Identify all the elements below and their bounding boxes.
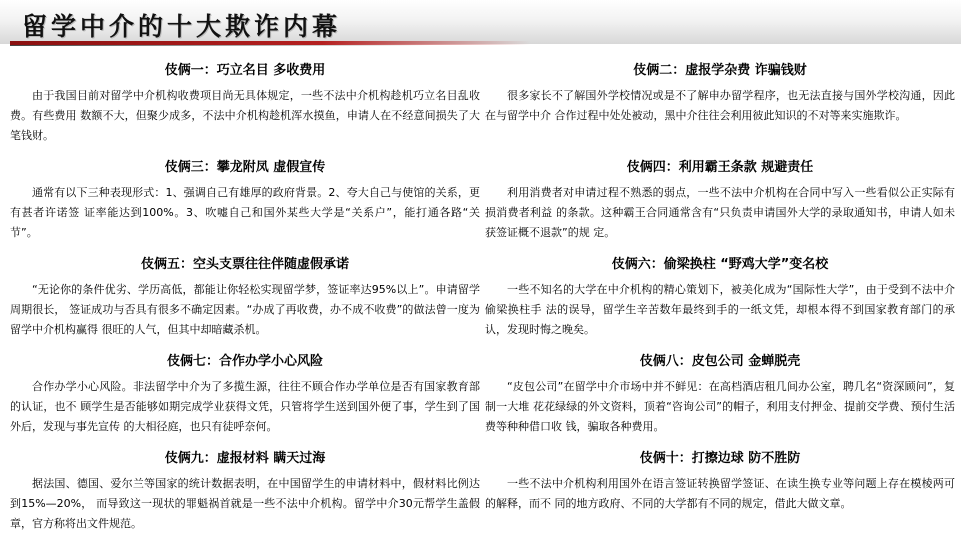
section-body: “无论你的条件优劣、学历高低，都能让你轻松实现留学梦，签证率达95%以上”。申请留学周期很长， 签证成功与否具有很多不确定因素。“办成了再收费，办不成不收费”的做法曾一度为留学中介机构赢得 很旺的人气，但其中却暗藏杀机。 (10, 283, 480, 336)
section-body: “皮包公司”在留学中介市场中并不鲜见：在高档酒店租几间办公室，聘几名“资深顾问”，复制一大堆 花花绿绿的外文资料，顶着“咨询公司”的帽子，利用支付押金、提前交学费、预付生活费等种种借口收 钱，骗取各种费用。 (485, 380, 955, 433)
section-title: 伎俩三：攀龙附凤 虚假宣传 (164, 160, 326, 175)
section-5 (10, 252, 480, 349)
section-10 (485, 446, 955, 543)
section-body: 很多家长不了解国外学校情况或是不了解申办留学程序，也无法直接与国外学校沟通，因此在与留学中介 合作过程中处处被动，黑中介往往会利用彼此知识的不对等来实施欺诈。 (485, 89, 955, 122)
section-title: 伎俩十：打擦边球 防不胜防 (639, 451, 801, 466)
section-title: 伎俩七：合作办学小心风险 (166, 354, 323, 369)
section-title: 伎俩一：巧立名目 多收费用 (164, 63, 326, 78)
section-title: 伎俩五：空头支票往往伴随虚假承诺 (140, 257, 349, 272)
section-body: 一些不法中介机构利用国外在语言签证转换留学签证、在读生换专业等问题上存在模棱两可的解释，而不 同的地方政府、不同的大学都有不同的规定，借此大做文章。 (485, 477, 955, 510)
left-column (10, 58, 480, 543)
section-body: 据法国、德国、爱尔兰等国家的统计数据表明，在中国留学生的申请材料中，假材料比例达到15%—20%， 而导致这一现状的罪魁祸首就是一些不法中介机构。留学中介30元帮学生盖假章，官方称将出文件规范。 (10, 477, 480, 530)
page-header (0, 0, 961, 44)
section-6 (485, 252, 955, 349)
section-2 (485, 58, 955, 155)
section-title: 伎俩六：偷梁换柱 “野鸡大学”变名校 (611, 257, 829, 272)
section-3 (10, 155, 480, 252)
section-title: 伎俩二：虚报学杂费 诈骗钱财 (633, 63, 807, 78)
section-title: 伎俩八：皮包公司 金蝉脱壳 (639, 354, 801, 369)
section-4 (485, 155, 955, 252)
section-body: 利用消费者对申请过程不熟悉的弱点，一些不法中介机构在合同中写入一些看似公正实际有损消费者利益 的条款。这种霸王合同通常含有“只负责申请国外大学的录取通知书，申请人如未获签证概不退款”的规 定。 (485, 186, 955, 239)
section-1 (10, 58, 480, 155)
section-body: 合作办学小心风险。非法留学中介为了多揽生源，往往不顾合作办学单位是否有国家教育部的认证，也不 顾学生是否能够如期完成学业获得文凭，只管将学生送到国外便了事，学生到了国外后，发现与事先宣传 的大相径庭，也只有徒呼奈何。 (10, 380, 480, 433)
section-body: 通常有以下三种表现形式：1、强调自己有雄厚的政府背景。2、夸大自己与使馆的关系，更有甚者许诺签 证率能达到100%。3、吹嘘自己和国外某些大学是“关系户”，能打通各路“关节”。 (10, 186, 480, 239)
section-title: 伎俩四：利用霸王条款 规避责任 (626, 160, 814, 175)
section-body: 一些不知名的大学在中介机构的精心策划下，被美化成为“国际性大学”，由于受到不法中介偷梁换柱手 法的误导，留学生辛苦数年最终到手的一纸文凭，却根本得不到国家教育部门的承认，发现时悔之晚矣。 (485, 283, 955, 336)
title-underline-dark (10, 45, 430, 46)
section-9 (10, 446, 480, 543)
right-column (485, 58, 955, 543)
section-body: 由于我国目前对留学中介机构收费项目尚无具体规定，一些不法中介机构趁机巧立名目乱收费。有些费用 数额不大，但聚少成多，不法中介机构趁机浑水摸鱼，申请人在不经意间损失了大笔钱财。 (10, 89, 480, 142)
section-title: 伎俩九：虚报材料 瞒天过海 (164, 451, 326, 466)
page-title: 留学中介的十大欺诈内幕 (22, 12, 342, 41)
section-7 (10, 349, 480, 446)
section-8 (485, 349, 955, 446)
